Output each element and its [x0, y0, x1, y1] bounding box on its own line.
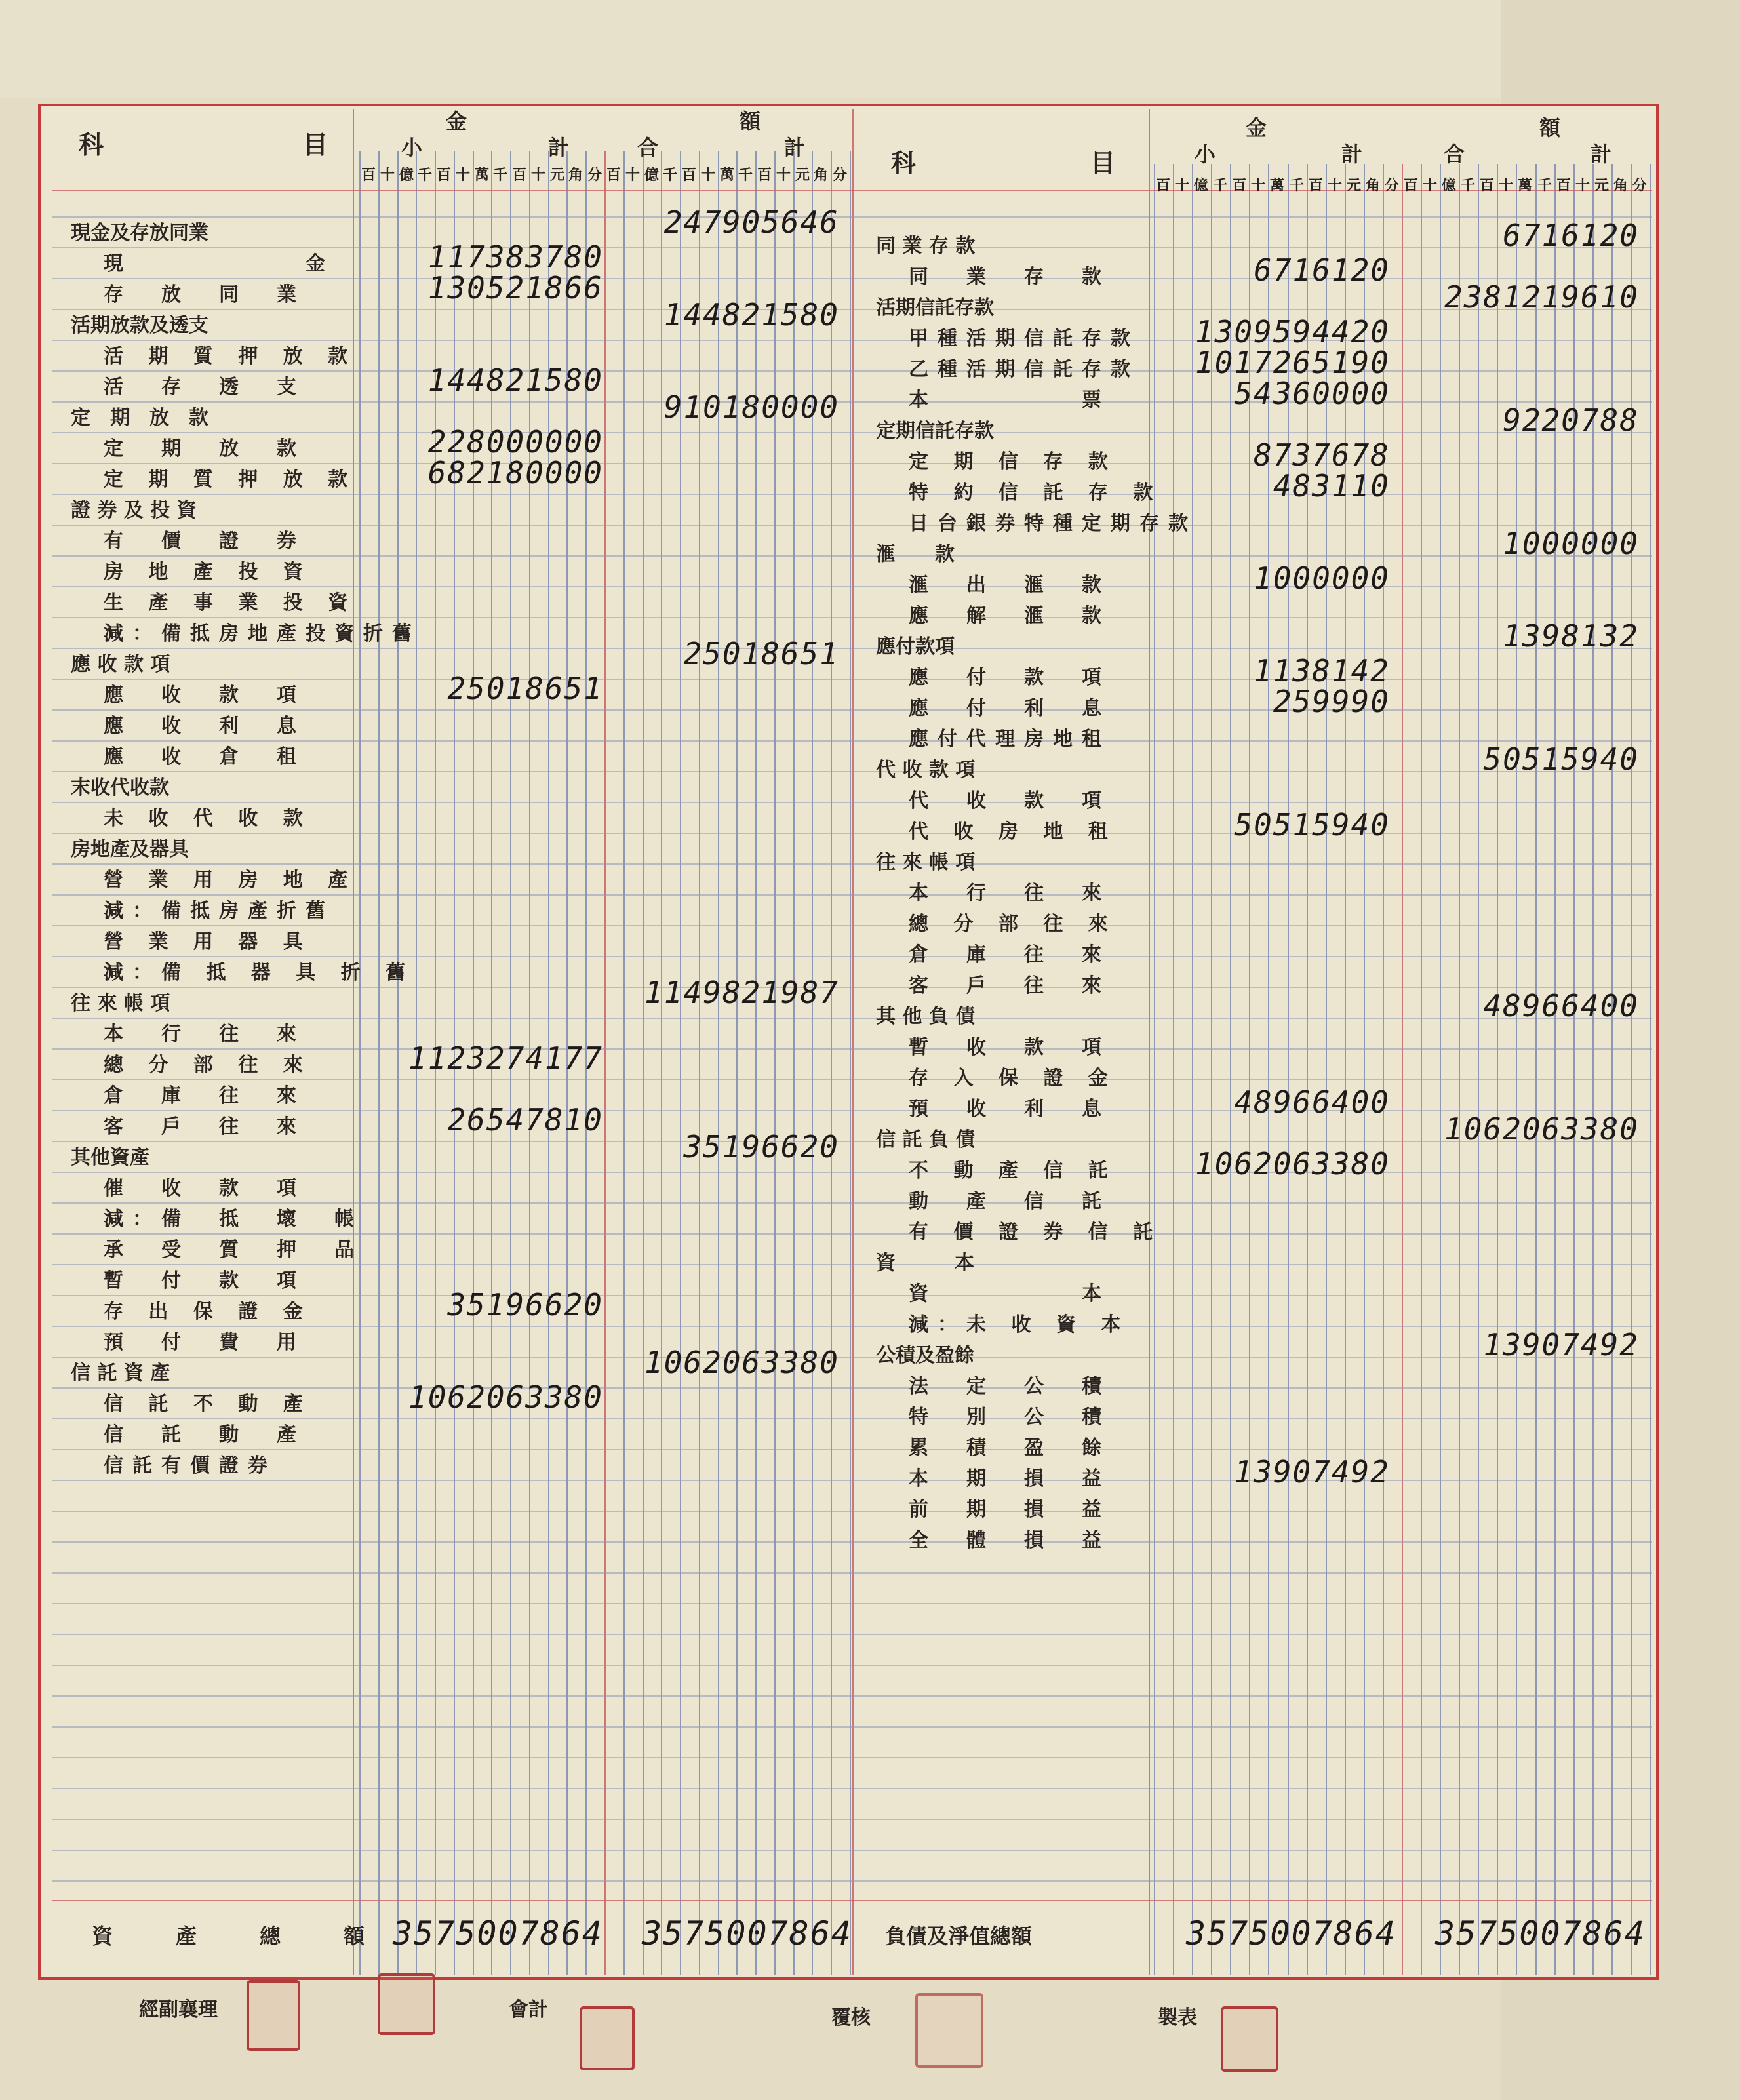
left-row-label: 定 期 質 押 放 款: [104, 468, 357, 491]
left-row-label: 應 收 款 項: [71, 653, 170, 676]
right-row-label: 不 動 產 信 託: [909, 1159, 1117, 1182]
left-unit-label: 千: [738, 167, 753, 184]
right-unit-label: 千: [1460, 177, 1475, 194]
left-row-label: 信 託 動 產: [104, 1423, 306, 1446]
left-row-label: 減：備抵房地產投資折舊: [104, 622, 421, 645]
right-row-subtotal: 1309594420: [1195, 314, 1390, 349]
accountant-signature-label: 會計: [509, 1998, 548, 2021]
grid-row-line: [52, 648, 1652, 649]
right-unit-label: 分: [1384, 177, 1399, 194]
grid-row-line: [52, 1850, 1652, 1851]
left-unit-label: 百: [361, 167, 376, 184]
grid-column-line: [850, 151, 851, 1975]
left-row-total: 144821580: [663, 297, 839, 332]
grid-column-line: [1211, 164, 1212, 1975]
right-row-label: 乙種活期信託存款: [909, 358, 1139, 381]
grid-row-line: [52, 401, 1652, 403]
right-row-label: 應 付 利 息: [909, 697, 1111, 720]
right-row-total: 13907492: [1483, 1327, 1639, 1362]
left-unit-label: 百: [511, 167, 526, 184]
grid-column-line: [1230, 164, 1231, 1975]
right-row-label: 滙 出 滙 款: [909, 574, 1111, 597]
left-row-subtotal: 228000000: [427, 424, 603, 460]
grid-column-line: [1364, 164, 1365, 1975]
right-row-subtotal: 259990: [1273, 684, 1390, 719]
grid-row-line: [52, 1541, 1652, 1543]
right-unit-label: 百: [1155, 177, 1170, 194]
left-row-total: 35196620: [683, 1129, 839, 1164]
right-row-label: 動 產 信 託: [909, 1190, 1111, 1213]
accountant-seal-2: [580, 2006, 635, 2070]
right-row-label: 應 付 款 項: [909, 666, 1111, 689]
left-row-label: 證 券 及 投 資: [71, 499, 197, 522]
left-row-label: 活期放款及透支: [71, 314, 208, 337]
right-unit-label: 億: [1193, 177, 1208, 194]
right-row-label: 資 本: [876, 1252, 974, 1275]
right-total-header: 合 計: [1443, 142, 1611, 167]
grid-row-line: [52, 987, 1652, 988]
right-row-label: 累 積 盈 餘: [909, 1436, 1111, 1459]
right-unit-label: 十: [1498, 177, 1513, 194]
right-row-total: 1000000: [1503, 526, 1639, 561]
left-row-subtotal: 1062063380: [408, 1379, 603, 1415]
grid-row-line: [52, 1449, 1652, 1450]
right-row-label: 前 期 損 益: [909, 1498, 1111, 1521]
left-row-label: 總 分 部 往 來: [104, 1054, 312, 1077]
right-unit-label: 十: [1174, 177, 1189, 194]
right-row-label: 本 行 往 來: [909, 882, 1111, 905]
right-row-label: 資 本: [909, 1282, 1111, 1305]
grid-column-line: [1268, 164, 1269, 1975]
total-assets-total: 3575007864: [641, 1914, 852, 1952]
left-amount-header: 金 額: [445, 109, 761, 134]
left-unit-label: 元: [549, 167, 564, 184]
left-row-label: 活 存 透 支: [104, 376, 306, 399]
right-unit-label: 千: [1289, 177, 1304, 194]
grid-column-line: [1307, 164, 1308, 1975]
right-row-total: 50515940: [1483, 742, 1639, 777]
grid-row-line: [52, 833, 1652, 834]
right-unit-label: 千: [1537, 177, 1552, 194]
grid-row-line: [52, 1900, 1652, 1901]
left-row-label: 暫 付 款 項: [104, 1269, 306, 1292]
left-unit-label: 元: [795, 167, 810, 184]
grid-column-line: [1650, 164, 1651, 1975]
grid-row-line: [52, 1880, 1652, 1882]
preparer-signature-label: 製表: [1158, 2006, 1197, 2029]
right-unit-label: 百: [1556, 177, 1571, 194]
total-liabilities-total: 3575007864: [1434, 1914, 1646, 1952]
reviewer-seal: [915, 1993, 983, 2068]
left-row-total: 25018651: [683, 636, 839, 671]
left-row-label: 現 金: [104, 252, 334, 275]
right-row-subtotal: 50515940: [1234, 807, 1390, 842]
right-unit-label: 萬: [1517, 177, 1532, 194]
left-subject-header: 科 目: [79, 130, 328, 159]
left-row-label: 客 戶 往 來: [104, 1115, 306, 1138]
right-row-label: 信 託 負 債: [876, 1128, 976, 1151]
left-total-header: 合 計: [637, 135, 805, 160]
right-row-label: 代 收 款 項: [876, 759, 976, 782]
grid-row-line: [52, 1634, 1652, 1635]
right-row-label: 特 別 公 積: [909, 1406, 1111, 1429]
total-assets-label: 資 產 總 額: [92, 1924, 365, 1949]
right-unit-label: 元: [1594, 177, 1609, 194]
right-row-label: 同 業 存 款: [876, 235, 976, 258]
left-unit-label: 千: [492, 167, 507, 184]
left-unit-label: 分: [587, 167, 602, 184]
total-liabilities-subtotal: 3575007864: [1185, 1914, 1396, 1952]
left-row-label: 現金及存放同業: [71, 222, 208, 245]
right-row-label: 其 他 負 債: [876, 1005, 976, 1028]
right-amount-header: 金 額: [1245, 115, 1560, 140]
right-row-label: 定期信託存款: [876, 420, 994, 443]
grid-column-line: [1288, 164, 1289, 1975]
left-row-label: 房地產及器具: [71, 838, 189, 861]
grid-column-line: [378, 151, 380, 1975]
grid-column-line: [604, 151, 606, 1975]
left-row-subtotal: 117383780: [427, 239, 603, 275]
left-row-subtotal: 144821580: [427, 363, 603, 398]
left-row-label: 應 收 倉 租: [104, 745, 306, 768]
right-row-subtotal: 13907492: [1234, 1454, 1390, 1490]
right-row-label: 應 解 滙 款: [909, 604, 1111, 627]
left-row-label: 存 放 同 業: [104, 283, 306, 306]
right-row-subtotal: 48966400: [1234, 1084, 1390, 1120]
right-row-subtotal: 1138142: [1254, 653, 1390, 688]
right-row-label: 應付代理房地租: [909, 728, 1111, 751]
grid-row-line: [52, 216, 1652, 218]
right-row-label: 特 約 信 託 存 款: [909, 481, 1162, 504]
grid-column-line: [1345, 164, 1346, 1975]
left-row-label: 有 價 證 券: [104, 530, 306, 553]
left-row-label: 定 期 放 款: [71, 406, 208, 429]
left-row-total: 910180000: [663, 389, 839, 425]
grid-column-line: [623, 151, 625, 1975]
left-row-label: 信 託 資 產: [71, 1362, 170, 1385]
left-row-subtotal: 35196620: [447, 1287, 603, 1322]
right-row-label: 客 戶 往 來: [909, 974, 1111, 997]
left-row-subtotal: 682180000: [427, 455, 603, 490]
right-row-label: 甲種活期信託存款: [909, 327, 1139, 350]
right-unit-label: 萬: [1269, 177, 1284, 194]
right-unit-label: 百: [1308, 177, 1323, 194]
right-row-label: 法 定 公 積: [909, 1375, 1111, 1398]
grid-column-line: [1383, 164, 1384, 1975]
left-unit-label: 百: [681, 167, 696, 184]
left-unit-label: 千: [662, 167, 677, 184]
right-row-subtotal: 483110: [1273, 468, 1390, 504]
grid-row-line: [52, 1357, 1652, 1358]
left-row-label: 催 收 款 項: [104, 1177, 306, 1200]
right-row-total: 1398132: [1503, 618, 1639, 654]
left-unit-label: 十: [625, 167, 640, 184]
grid-column-line: [1421, 164, 1422, 1975]
left-row-label: 往 來 帳 項: [71, 992, 170, 1015]
preparer-seal: [1221, 2006, 1278, 2072]
right-unit-label: 十: [1327, 177, 1342, 194]
left-unit-label: 十: [455, 167, 470, 184]
grid-row-line: [52, 1511, 1652, 1512]
left-row-label: 房 地 產 投 資: [104, 561, 312, 584]
reviewer-signature-label: 覆核: [831, 2006, 871, 2029]
right-unit-label: 十: [1250, 177, 1265, 194]
left-unit-label: 角: [813, 167, 828, 184]
right-unit-label: 元: [1346, 177, 1361, 194]
grid-row-line: [52, 1726, 1652, 1728]
right-row-total: 2381219610: [1444, 279, 1639, 315]
grid-column-line: [359, 151, 361, 1975]
left-row-label: 減：備抵房產折舊: [104, 900, 334, 922]
right-row-label: 減：未 收 資 本: [909, 1313, 1130, 1336]
left-row-subtotal: 26547810: [447, 1102, 603, 1138]
grid-column-line: [1154, 164, 1155, 1975]
left-row-label: 活 期 質 押 放 款: [104, 345, 357, 368]
left-row-label: 營 業 用 房 地 產: [104, 869, 357, 892]
right-row-total: 9220788: [1503, 403, 1639, 438]
grid-row-line: [52, 1141, 1652, 1142]
right-row-label: 代 收 款 項: [909, 789, 1111, 812]
left-unit-label: 億: [644, 167, 659, 184]
right-row-label: 日台銀券特種定期存款: [909, 512, 1197, 535]
right-row-label: 本 期 損 益: [909, 1467, 1111, 1490]
right-row-label: 本 票: [909, 389, 1111, 412]
grid-row-line: [52, 1695, 1652, 1697]
left-row-label: 本 行 往 來: [104, 1023, 306, 1046]
right-unit-label: 十: [1575, 177, 1590, 194]
right-row-label: 有 價 證 券 信 託: [909, 1221, 1162, 1244]
right-row-label: 總 分 部 往 來: [909, 913, 1117, 936]
left-row-total: 1062063380: [644, 1345, 839, 1380]
right-row-label: 存 入 保 證 金: [909, 1067, 1117, 1090]
page-top-margin: [0, 0, 1740, 98]
left-unit-label: 百: [606, 167, 621, 184]
grid-row-line: [52, 1788, 1652, 1789]
left-row-label: 應 收 款 項: [104, 684, 306, 707]
total-assets-subtotal: 3575007864: [392, 1914, 603, 1952]
right-subtotal-header: 小 計: [1194, 142, 1362, 167]
left-unit-label: 十: [700, 167, 715, 184]
right-row-subtotal: 1062063380: [1195, 1146, 1390, 1181]
right-unit-label: 角: [1613, 177, 1628, 194]
grid-row-line: [52, 771, 1652, 772]
left-row-label: 營 業 用 器 具: [104, 930, 312, 953]
right-row-total: 48966400: [1483, 988, 1639, 1023]
left-row-total: 1149821987: [644, 975, 839, 1010]
grid-row-line: [52, 1757, 1652, 1758]
right-row-total: 6716120: [1503, 218, 1639, 253]
left-row-label: 信 託 不 動 產: [104, 1393, 312, 1416]
right-row-label: 預 收 利 息: [909, 1098, 1111, 1120]
right-row-total: 1062063380: [1444, 1111, 1639, 1147]
grid-column-line: [1326, 164, 1327, 1975]
left-row-subtotal: 1123274177: [408, 1040, 603, 1076]
left-row-label: 減：備 抵 器 具 折 舊: [104, 961, 415, 984]
left-row-label: 存 出 保 證 金: [104, 1300, 312, 1323]
left-unit-label: 百: [757, 167, 772, 184]
grid-column-line: [1192, 164, 1193, 1975]
left-unit-label: 千: [417, 167, 432, 184]
right-subject-header: 科 目: [890, 148, 1115, 178]
left-unit-label: 角: [568, 167, 583, 184]
right-unit-label: 百: [1231, 177, 1246, 194]
total-liabilities-label: 負債及淨值總額: [885, 1924, 1033, 1949]
right-row-label: 全 體 損 益: [909, 1529, 1111, 1552]
left-unit-label: 十: [776, 167, 791, 184]
right-row-label: 公積及盈餘: [876, 1344, 974, 1367]
right-row-subtotal: 1017265190: [1195, 345, 1390, 380]
right-unit-label: 百: [1479, 177, 1494, 194]
left-row-label: 未 收 代 收 款: [104, 807, 312, 830]
left-row-label: 末收代收款: [71, 776, 169, 799]
grid-row-line: [52, 309, 1652, 310]
grid-row-line: [52, 1603, 1652, 1604]
right-unit-label: 億: [1441, 177, 1456, 194]
grid-column-line: [1249, 164, 1250, 1975]
right-unit-label: 十: [1422, 177, 1437, 194]
left-row-label: 定 期 放 款: [104, 437, 306, 460]
left-row-subtotal: 25018651: [447, 671, 603, 706]
manager-seal: [247, 1980, 300, 2051]
right-row-label: 往 來 帳 項: [876, 851, 976, 874]
left-unit-label: 萬: [719, 167, 734, 184]
left-row-label: 其他資產: [71, 1146, 149, 1169]
left-row-label: 信託有價證券: [104, 1454, 277, 1477]
right-row-label: 同 業 存 款: [909, 266, 1111, 288]
left-row-subtotal: 130521866: [427, 270, 603, 306]
grid-column-line: [1402, 164, 1403, 1975]
left-row-label: 生 產 事 業 投 資: [104, 591, 357, 614]
right-row-label: 滙 款: [876, 543, 955, 566]
left-unit-label: 億: [399, 167, 414, 184]
manager-signature-label: 經副襄理: [139, 1998, 218, 2021]
grid-row-line: [52, 1480, 1652, 1481]
left-row-label: 應 收 利 息: [104, 715, 306, 738]
right-unit-label: 百: [1403, 177, 1418, 194]
right-row-label: 定 期 信 存 款: [909, 450, 1117, 473]
right-row-subtotal: 8737678: [1254, 437, 1390, 473]
right-unit-label: 分: [1632, 177, 1647, 194]
right-row-label: 代 收 房 地 租: [909, 820, 1117, 843]
right-row-label: 暫 收 款 項: [909, 1036, 1111, 1059]
left-unit-label: 萬: [474, 167, 489, 184]
right-row-label: 倉 庫 往 來: [909, 943, 1111, 966]
left-row-label: 承 受 質 押 品: [104, 1238, 363, 1261]
left-subtotal-header: 小 計: [401, 135, 569, 160]
left-row-total: 247905646: [663, 205, 839, 240]
grid-column-line: [1173, 164, 1174, 1975]
left-row-label: 倉 庫 往 來: [104, 1084, 306, 1107]
grid-row-line: [52, 1665, 1652, 1666]
right-row-subtotal: 54360000: [1234, 376, 1390, 411]
left-unit-label: 十: [380, 167, 395, 184]
right-row-subtotal: 1000000: [1254, 561, 1390, 596]
right-row-label: 應付款項: [876, 635, 955, 658]
left-unit-label: 分: [832, 167, 847, 184]
grid-row-line: [52, 1572, 1652, 1574]
right-row-subtotal: 6716120: [1254, 252, 1390, 288]
left-unit-label: 百: [436, 167, 451, 184]
right-row-label: 活期信託存款: [876, 296, 994, 319]
right-unit-label: 角: [1365, 177, 1380, 194]
left-row-label: 減：備 抵 壞 帳: [104, 1208, 363, 1231]
grid-row-line: [52, 494, 1652, 495]
accountant-seal: [378, 1973, 435, 2035]
right-unit-label: 千: [1212, 177, 1227, 194]
left-row-label: 預 付 費 用: [104, 1331, 306, 1354]
grid-row-line: [52, 1819, 1652, 1820]
left-unit-label: 十: [530, 167, 545, 184]
